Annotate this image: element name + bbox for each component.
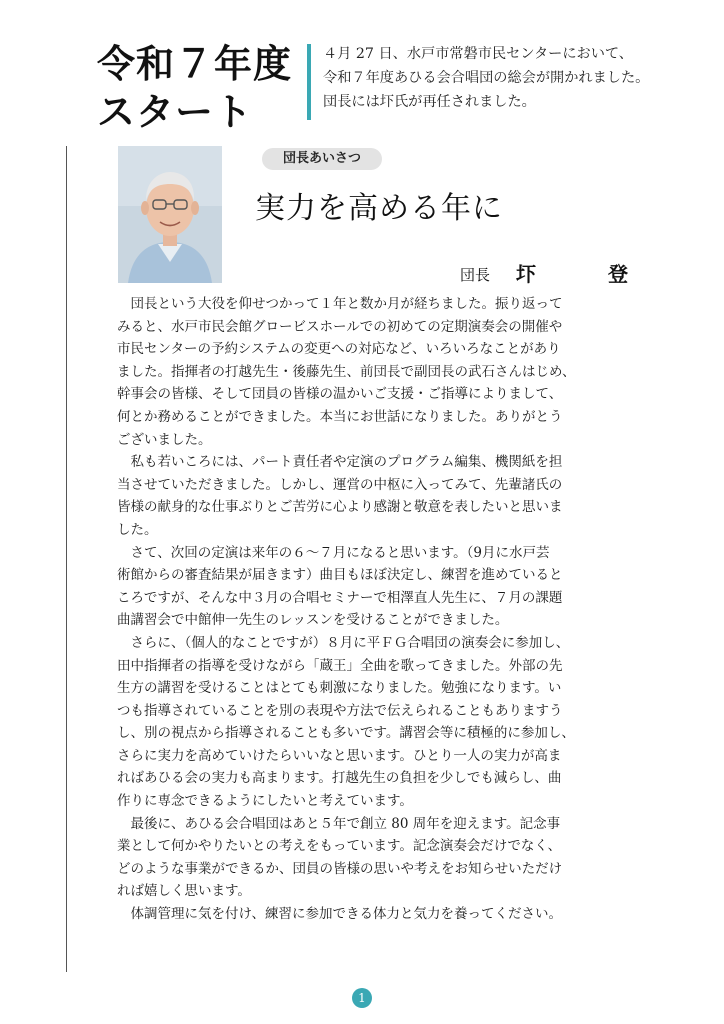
body-line: さらに実力を高めていけたらいいなと思います。ひとり一人の実力が高ま [117,747,562,764]
body-line: 生方の講習を受けることはとても刺激になりました。勉強になります。い [117,680,562,697]
page-number: 1 [352,988,372,1008]
body-line: 市民センターの予約システムの変更への対応など、いろいろなことがあり [117,341,561,358]
president-photo [118,146,222,283]
body-line: 曲講習会で中館伸一先生のレッスンを受けることができました。 [117,612,509,629]
body-line: さらに、（個人的なことですが）８月に平ＦＧ合唱団の演奏会に参加し、 [117,634,570,651]
body-line: 当させていただきました。しかし、運営の中枢に入ってみて、先輩諸氏の [117,476,563,493]
body-line: し、別の視点から指導されることも多いです。講習会等に積極的に参加し、 [117,725,575,742]
body-line: ればあひる会の実力も高まります。打越先生の負担を少しでも減らし、曲 [117,770,562,787]
body-line: した。 [117,521,158,538]
body-line: 業として何かやりたいとの考えをもっています。記念演奏会だけでなく、 [117,838,562,855]
headline-line-2: スタート [97,90,254,134]
body-line: どのような事業ができるか、団員の皆様の思いや考えをお知らせいただけ [117,860,563,877]
body-line: みると、水戸市民会館グロービスホールでの初めての定期演奏会の開催や [117,318,563,335]
article-title: 実力を高める年に [255,191,503,226]
body-line: 皆様の献身的な仕事ぶりとご苦労に心より感謝と敬意を表したいと思いま [117,499,563,516]
body-line: ございました。 [117,431,212,448]
intro-line: ４月 27 日、水戸市常磐市民センターにおいて、 [323,46,633,62]
intro-line: 令和７年度あひる会合唱団の総会が開かれました。 [323,70,650,86]
body-line: 作りに専念できるようにしたいと考えています。 [117,793,413,810]
body-line: 幹事会の皆様、そして団員の皆様の温かいご支援・ご指導によりまして、 [117,386,563,403]
author-family-name: 圷 [516,262,536,286]
body-line: 団長という大役を仰せつかって１年と数か月が経ちました。振り返って [117,296,563,312]
intro-text [323,42,703,114]
body-line: れば嬉しく思います。 [117,883,251,900]
author-signature [460,258,660,286]
body-line: さて、次回の定演は来年の６～７月になると思います。（9月に水戸芸 [117,544,550,561]
body-line: 最後に、あひる会合唱団はあと５年で創立 80 周年を迎えます。記念事 [117,815,561,832]
headline [97,40,297,136]
body-line: 田中指揮者の指導を受けながら「蔵王」全曲を歌ってきました。外部の先 [117,657,563,674]
author-title: 団長 [460,266,491,284]
accent-bar [307,44,311,120]
body-line: ました。指揮者の打越先生・後藤先生、前団長で副団長の武石さんはじめ、 [117,363,576,380]
intro-line: 団長には圷氏が再任されました。 [323,94,536,110]
author-given-name: 登 [608,262,628,286]
headline-line-1: 令和７年度 [97,42,293,86]
body-line: 何とか務めることができました。本当にお世話になりました。ありがとう [117,408,563,425]
body-line: 術館からの審査結果が届きます）曲目もほぼ決定し、練習を進めていると [117,567,563,584]
body-line: 私も若いころには、パート責任者や定演のプログラム編集、機関紙を担 [117,454,563,471]
body-line: ころですが、そんな中３月の合唱セミナーで相澤直人先生に、７月の課題 [117,589,563,606]
portrait-illustration [118,146,222,283]
body-line: つも指導されていることを別の表現や方法で伝えられることもありますう [117,702,563,719]
vertical-rule [66,146,67,972]
body-line: 体調管理に気を付け、練習に参加できる体力と気力を養ってください。 [117,906,562,923]
section-tag: 団長あいさつ [262,148,382,170]
article-body [117,293,637,926]
